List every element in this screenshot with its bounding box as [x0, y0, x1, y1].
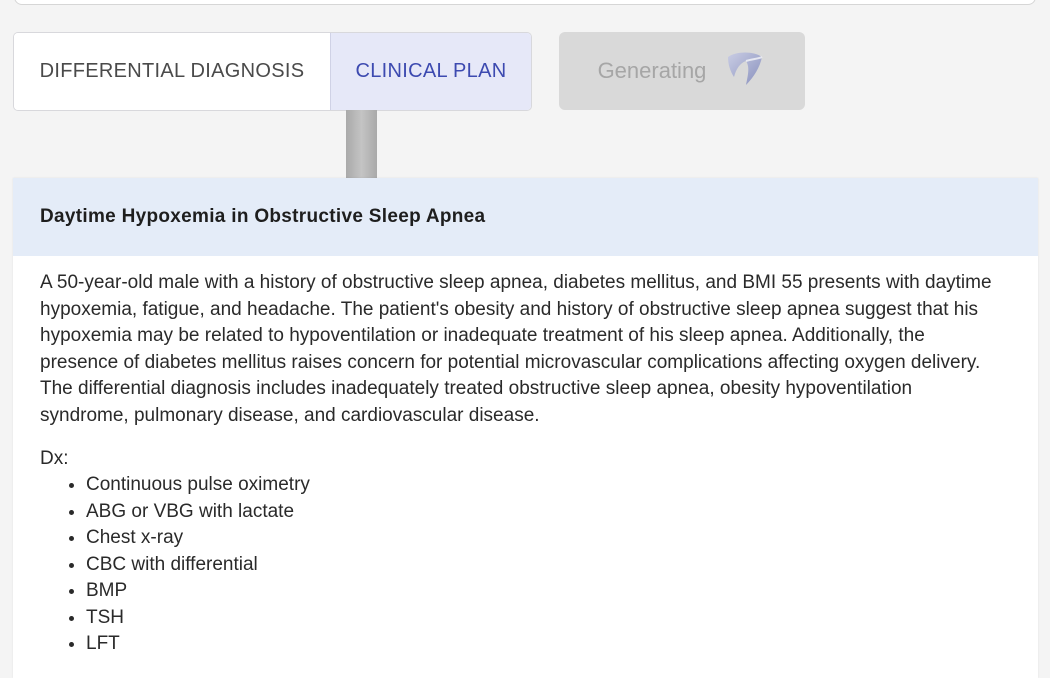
view-tabs: [13, 32, 532, 111]
generate-button-label: Generating: [597, 58, 707, 83]
case-summary: A 50-year-old male with a history of obstructive sleep apnea, diabetes mellitus, and BMI 55 presents with daytime hypoxemia, fatigue, and headache. The patient's obesity and history of obstructive sleep apnea suggest that his hypoxemia may be related to hypoventilation or inadequate treatment of his sleep apnea. Additionally, the presence of diabetes mellitus raises concern for potential microvascular complications affecting oxygen delivery. The differential diagnosis includes inadequately treated obstructive sleep apnea, obesity hypoventilation syndrome, pulmonary disease, and cardiovascular disease.: [40, 272, 992, 426]
list-item: • Continuous pulse oximetry: [86, 472, 1011, 499]
clinical-plan-card: [13, 178, 1038, 678]
tab-clinical-plan[interactable]: CLINICAL PLAN: [330, 33, 531, 110]
list-item: • CBC with differential: [86, 552, 1011, 579]
card-body: [13, 256, 1038, 658]
list-item: • TSH: [86, 605, 1011, 632]
dx-list: [40, 472, 1011, 658]
top-input-field[interactable]: [14, 0, 1036, 5]
tab-connector: [346, 110, 377, 178]
list-item: • BMP: [86, 578, 1011, 605]
list-item: • ABG or VBG with lactate: [86, 499, 1011, 526]
dx-section-label: Dx:: [40, 448, 69, 469]
list-item: • Chest x-ray: [86, 525, 1011, 552]
card-title: Daytime Hypoxemia in Obstructive Sleep Apnea: [13, 178, 1038, 256]
tab-differential-diagnosis[interactable]: DIFFERENTIAL DIAGNOSIS: [14, 33, 330, 110]
list-item: • LFT: [86, 631, 1011, 658]
generate-button[interactable]: [559, 32, 805, 110]
app-logo-icon: [724, 47, 766, 95]
